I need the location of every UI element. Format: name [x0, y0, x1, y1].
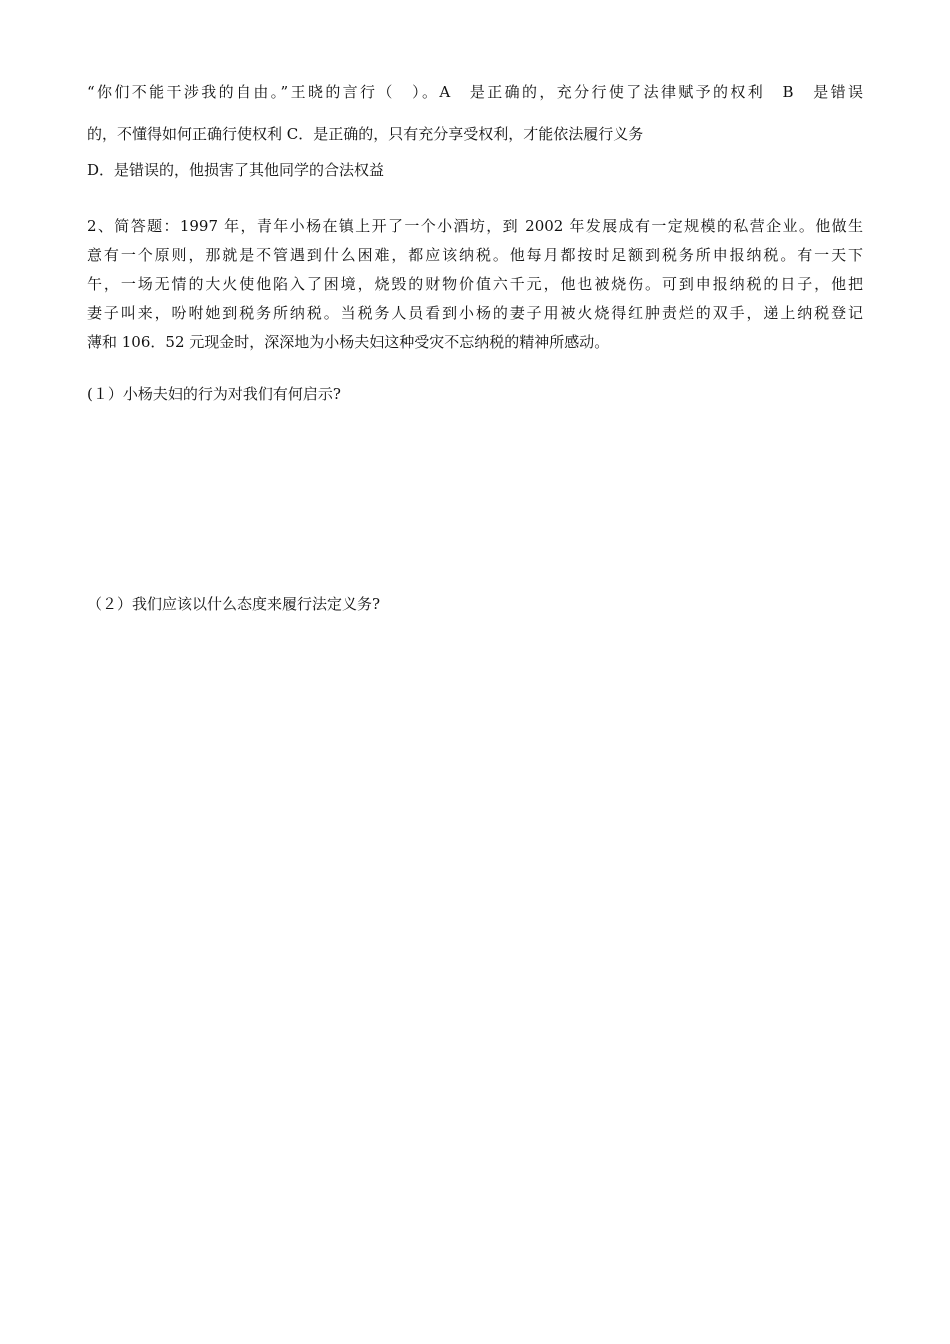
sub-question-1: (１）小杨夫妇的行为对我们有何启示? — [87, 385, 341, 403]
question-2-line: 午，一场无情的大火使他陷入了困境，烧毁的财物价值六千元，他也被烧伤。可到申报纳税的日子，他把 — [87, 275, 863, 293]
question-2-paragraph — [87, 212, 863, 357]
question-1-line-2: 的，不懂得如何正确行使权利 C．是正确的，只有充分享受权利，才能依法履行义务 — [87, 125, 644, 143]
question-2-line: 意有一个原则，那就是不管遇到什么困难，都应该纳税。他每月都按时足额到税务所申报纳税。有一天下 — [87, 246, 863, 264]
question-1-line-1: “你们不能干涉我的自由。”王晓的言行（ ）。A 是正确的，充分行使了法律赋予的权利 B 是错误 — [87, 83, 863, 101]
question-2-line: 妻子叫来，吩咐她到税务所纳税。当税务人员看到小杨的妻子用被火烧得红肿责烂的双手，递上纳税登记 — [87, 304, 863, 322]
sub-question-2: （２）我们应该以什么态度来履行法定义务? — [87, 595, 381, 613]
question-2-line: 2、简答题：1997 年，青年小杨在镇上开了一个小酒坊，到 2002 年发展成有一定规模的私营企业。他做生 — [87, 217, 863, 235]
question-2-line: 薄和 106．52 元现金时，深深地为小杨夫妇这种受灾不忘纳税的精神所感动。 — [87, 333, 610, 351]
question-1-line-3: D．是错误的，他损害了其他同学的合法权益 — [87, 161, 385, 179]
